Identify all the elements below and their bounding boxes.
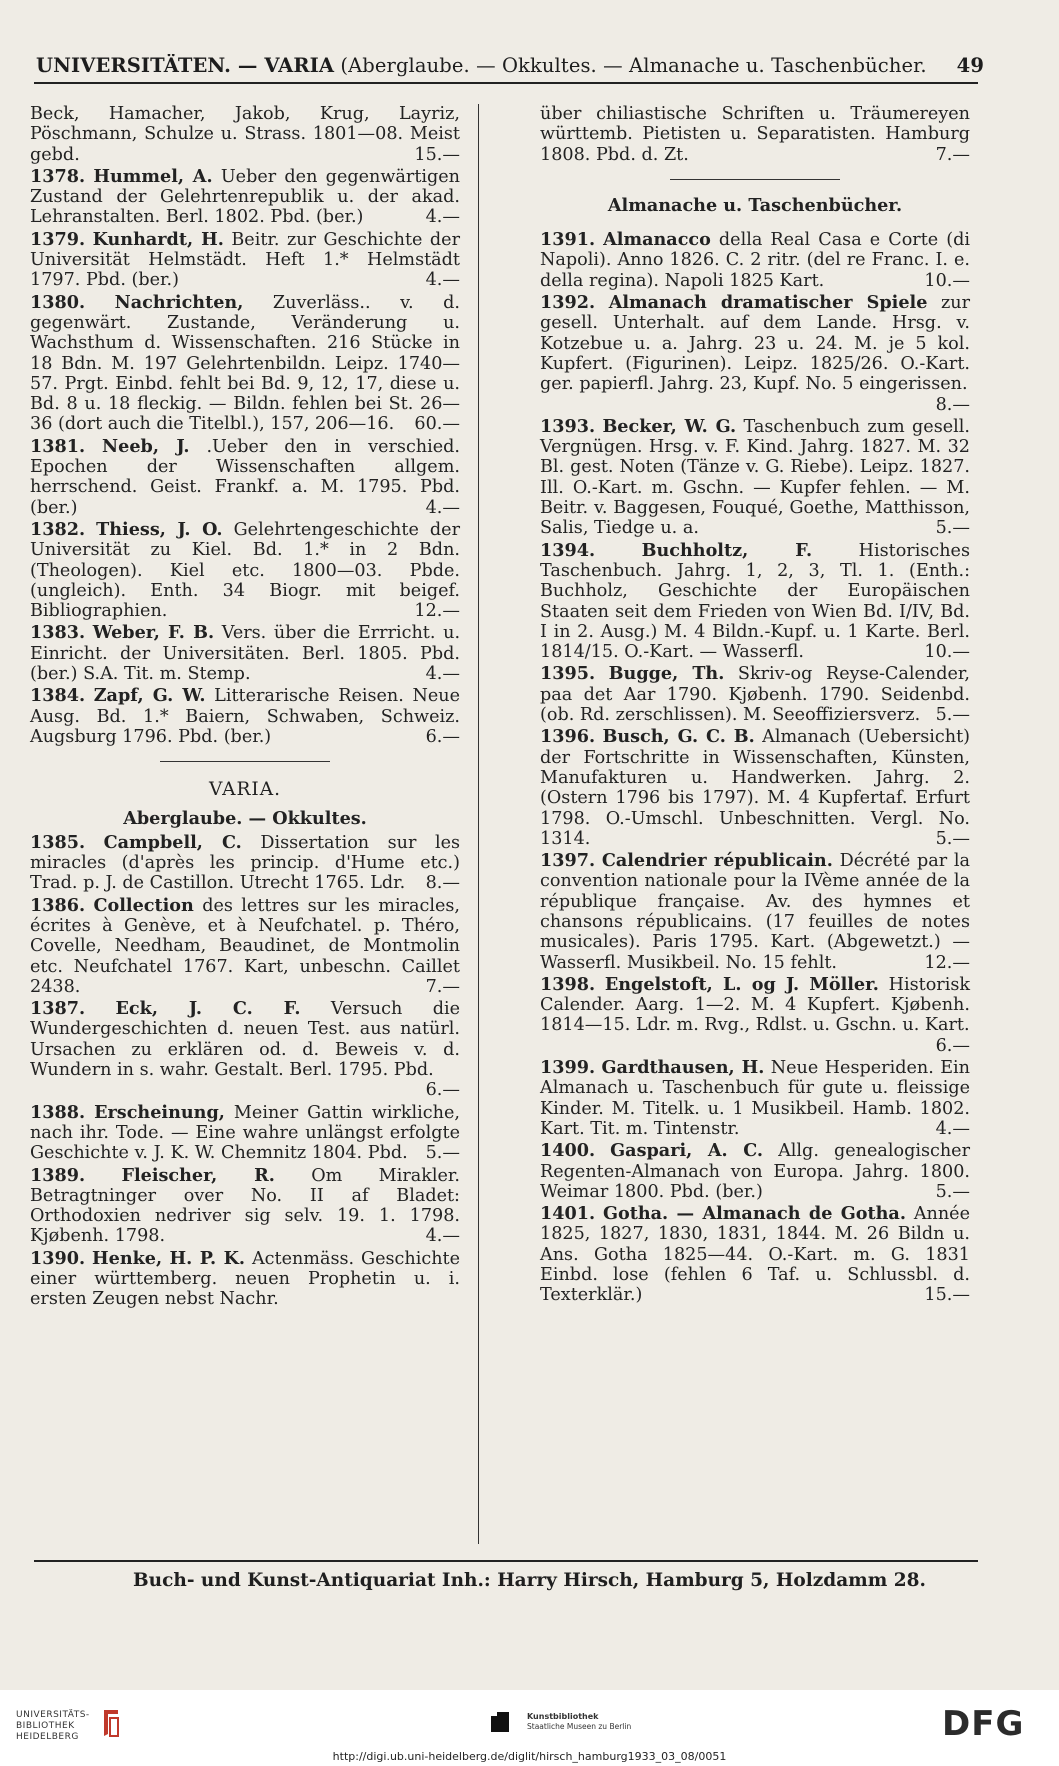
- entry-text: .Ueber den in verschied. Epochen der Wissenschaften allgem. herrschend. Geist. Frankf. a. M. 1795. Pbd. (ber.): [30, 436, 461, 518]
- entry-author: Eck, J. C. F.: [115, 998, 301, 1020]
- catalog-entry: [30, 833, 460, 894]
- section-rule: [160, 761, 330, 762]
- entry-price: 4.—: [425, 270, 460, 291]
- entry-author: Buchholtz, F.: [641, 539, 813, 561]
- entry-list-almanache: [540, 230, 970, 1305]
- catalog-entry: [540, 417, 970, 539]
- entry-number: 1391.: [540, 229, 596, 251]
- entry-author: Becker, W. G.: [602, 415, 737, 437]
- entry-text: Meiner Gattin wirkliche, nach ihr. Tode. — Eine wahre unlängst erfolgte Geschichte v. J. K. W. Chemnitz 1804. Pbd.: [30, 1102, 460, 1164]
- entry-text: Almanach (Uebersicht) der Fortschritte in Wissenschaften, Künsten, Manufakturen u. Handwerken. Jahrg. 2. (Ostern 1796 bis 1797). M. 4 Kupfertaf. Erfurt 1798. O.-Umschl. Unbeschnitten. Vergl. No. 1314.: [540, 727, 971, 849]
- entry-price: 8.—: [425, 873, 460, 894]
- entry-author: Busch, G. C. B.: [602, 726, 755, 748]
- section-title-varia: VARIA.: [209, 779, 281, 801]
- entry-text: Vers. über die Errricht. u. Einricht. der Universitäten. Berl. 1805. Pbd. (ber.) S.A. Tit. m. Stemp.: [30, 623, 461, 685]
- entry-price: 60.—: [414, 414, 460, 435]
- entry-price: 4.—: [425, 497, 460, 518]
- entry-text: Dissertation sur les miracles (d'après les princip. d'Hume etc.) Trad. p. J. de Castillon. Utrecht 1765. Ldr.: [30, 832, 461, 894]
- entry-number: 1384.: [30, 685, 86, 707]
- entry-number: 1383.: [30, 622, 86, 644]
- entry-price: 12.—: [924, 952, 970, 973]
- entry-text: Allg. genealogischer Regenten-Almanach von Europa. Jahrg. 1800. Weimar 1800. Pbd. (ber.): [540, 1141, 971, 1202]
- catalog-entry: [540, 975, 970, 1056]
- entry-number: 1389.: [30, 1164, 86, 1186]
- entry-price: 5.—: [935, 1181, 970, 1202]
- catalog-entry: [540, 727, 970, 849]
- catalog-entry: [30, 437, 460, 518]
- catalog-entry: [30, 999, 460, 1100]
- entry-price: 15.—: [924, 1285, 970, 1306]
- entry-author: Neeb, J.: [102, 435, 190, 457]
- entry-price: 6.—: [425, 1080, 460, 1101]
- catalog-entry: [30, 1249, 460, 1310]
- catalog-entry: [30, 167, 460, 228]
- header-section: UNIVERSITÄTEN. — VARIA: [36, 54, 335, 77]
- catalog-entry: [30, 623, 460, 684]
- entry-number: 1379.: [30, 228, 86, 250]
- entry-text: Gelehrtengeschichte der Universität zu Kiel. Bd. 1.* in 2 Bdn. (Theologen). Kiel etc. 1800—03. Pbde. (ungleich). Enth. 34 Biogr. mit beigef. Bibliographien.: [30, 519, 460, 622]
- entry-author: Hummel, A.: [93, 165, 213, 187]
- ub-heidelberg-logo: [16, 1710, 90, 1743]
- kb-title: Kunstbibliothek: [527, 1712, 599, 1721]
- entry-text: Litterarische Reisen. Neue Ausg. Bd. 1.* Baiern, Schwaben, Schweiz. Augsburg 1796. Pbd. (ber.): [30, 686, 461, 747]
- entry-text: Beitr. zur Geschichte der Universität Helmstädt. Heft 1.* Helmstädt 1797. Pbd. (ber.): [30, 229, 461, 291]
- catalog-entry: [30, 896, 460, 997]
- entry-author: Calendrier républicain.: [601, 850, 833, 872]
- entry-author: Engelstoft, L. og J. Möller.: [604, 973, 879, 995]
- entry-author: Kunhardt, H.: [92, 228, 224, 250]
- entry-list-aberglaube: [30, 833, 460, 1310]
- entry-price: 6.—: [935, 1035, 970, 1056]
- entry-author: Almanacco: [603, 229, 711, 251]
- entry-author: Bugge, Th.: [608, 663, 725, 685]
- entry-author: Thiess, J. O.: [96, 518, 223, 540]
- entry-price: 5.—: [425, 1143, 460, 1164]
- column-separator: [478, 104, 479, 1544]
- entry-price: 6.—: [425, 726, 460, 747]
- entry-number: 1399.: [540, 1057, 596, 1079]
- entry-text: des lettres sur les miracles, écrites à Genève, et à Neufchatel. p. Théro, Covelle, Needham, Beaudinet, de Montmolin etc. Neufchatel 1767. Kart, unbeschn. Caillet 2438.: [30, 895, 460, 997]
- entry-author: Gardthausen, H.: [601, 1057, 765, 1079]
- catalog-entry: [540, 293, 970, 415]
- catalog-entry: [30, 520, 460, 621]
- entry-price: 4.—: [935, 1118, 970, 1139]
- entry-price: 4.—: [425, 664, 460, 685]
- entry-author: Collection: [93, 894, 194, 916]
- entry-number: 1380.: [30, 291, 86, 313]
- entry-price: 4.—: [425, 1226, 460, 1247]
- catalog-entry: [540, 230, 970, 291]
- catalog-entry: [30, 1103, 460, 1164]
- subsection-title-aberglaube: Aberglaube. — Okkultes.: [123, 807, 367, 829]
- entry-text: Neue Hesperiden. Ein Almanach u. Taschenbuch für gute u. fleissige Kinder. M. Titelk. u. 1 Musikbeil. Hamb. 1802. Kart. Tit. m. Tintenstr.: [540, 1058, 971, 1139]
- entry-text: Taschenbuch zum gesell. Vergnügen. Hrsg. v. F. Kind. Jahrg. 1827. M. 32 Bl. gest. Noten (Tänze v. G. Riebe). Leipz. 1827. Ill. O.-Kart. m. Gschn. — Kupfer fehlen. — M. Beitr. v. Baggesen, Fouqué, Goethe, Matthisson, Salis, Tiedge u. a.: [540, 416, 970, 539]
- publisher-footer: Buch- und Kunst-Antiquariat Inh.: Harry Hirsch, Hamburg 5, Holzdamm 28.: [133, 1570, 926, 1591]
- entry-number: 1401.: [540, 1203, 596, 1225]
- entry-text: Décrété par la convention nationale pour la IVème année de la république française. Av. des hymnes et chansons républicains. (17 feuilles de notes musicales). Paris 1795. Kart. (Abgewetzt.) — Wasserfl. Musikbeil. No. 15 fehlt.: [540, 851, 971, 973]
- catalog-entry: [540, 664, 970, 725]
- entry-number: 1390.: [30, 1247, 86, 1269]
- entry-text: Skriv-og Reyse-Calender, paa det Aar 1790. Kjøbenh. 1790. Seidenbd. (ob. Rd. zerschlissen). M. Seeoffiziersverz.: [540, 664, 970, 726]
- entry-number: 1378.: [30, 165, 86, 187]
- ub-mark-icon: [100, 1706, 122, 1740]
- catalog-entry: [540, 1141, 970, 1202]
- entry-number: 1388.: [30, 1101, 86, 1123]
- left-column: [30, 104, 460, 1312]
- entry-author: Zapf, G. W.: [93, 685, 206, 707]
- entry-number: 1394.: [540, 539, 596, 561]
- entry-text: Historisches Taschenbuch. Jahrg. 1, 2, 3, Tl. 1. (Enth.: Buchholz, Geschichte der Europäischen Staaten seit dem Frieden von Wien Bd. I/IV, Bd. I in 2. Ausg.) M. 4 Bildn.-Kupf. u. 1 Karte. Berl. 1814/15. O.-Kart. — Wasserfl.: [540, 540, 970, 663]
- entry-list-universities: [30, 167, 460, 747]
- continuation-entry: [30, 104, 460, 165]
- page-header: [36, 54, 986, 80]
- entry-author: Erscheinung,: [94, 1101, 225, 1123]
- entry-number: 1400.: [540, 1140, 596, 1162]
- right-column: [540, 104, 970, 1308]
- header-subsections: (Aberglaube. — Okkultes. — Almanache u. Taschenbücher.: [340, 54, 927, 77]
- section-title-almanache: Almanache u. Taschenbücher.: [607, 194, 903, 216]
- entry-number: 1397.: [540, 850, 596, 872]
- entry-text: Année 1825, 1827, 1830, 1831, 1844. M. 26 Bildn u. Ans. Gotha 1825—44. O.-Kart. m. G. 1831 Einbd. lose (fehlen 6 Taf. u. Schlussbl. d. Texterklär.): [540, 1204, 971, 1306]
- entry-author: Almanach dramatischer Spiele: [608, 292, 928, 314]
- entry-number: 1398.: [540, 973, 596, 995]
- catalog-entry: [30, 230, 460, 291]
- dfg-logo: DFG: [942, 1704, 1025, 1744]
- entry-price: 7.—: [425, 976, 460, 997]
- entry-text: Beck, Hamacher, Jakob, Krug, Layriz, Pöschmann, Schulze u. Strass. 1801—08. Meist gebd.: [30, 104, 460, 165]
- entry-text: Actenmäss. Geschichte einer württemberg. neuen Prophetin u. i. ersten Zeugen nebst Nachr.: [30, 1248, 461, 1310]
- entry-number: 1381.: [30, 435, 86, 457]
- entry-number: 1392.: [540, 292, 596, 314]
- entry-price: 5.—: [935, 518, 970, 539]
- kunstbibliothek-icon: [487, 1710, 515, 1738]
- footer-rule: [34, 1560, 978, 1562]
- section-rule: [670, 179, 840, 180]
- entry-author: Campbell, C.: [103, 831, 242, 853]
- entry-price: 5.—: [935, 828, 970, 849]
- entry-number: 1396.: [540, 726, 596, 748]
- continuation-entry: [540, 104, 970, 165]
- entry-number: 1385.: [30, 831, 86, 853]
- entry-text: Historisk Calender. Aarg. 1—2. M. 4 Kupfert. Kjøbenh. 1814—15. Ldr. m. Rvg., Rdlst. u. Gschn. u. Kart.: [540, 974, 971, 1036]
- catalog-entry: [540, 1204, 970, 1305]
- catalog-entry: [540, 541, 970, 663]
- entry-author: Fleischer, R.: [121, 1164, 275, 1186]
- entry-number: 1395.: [540, 663, 596, 685]
- entry-text: Ueber den gegenwärtigen Zustand der Gelehrtenrepublik u. der akad. Lehranstalten. Berl. 1802. Pbd. (ber.): [30, 166, 461, 228]
- entry-number: 1393.: [540, 415, 596, 437]
- kunstbibliothek-logo: [527, 1712, 631, 1732]
- entry-author: Henke, H. P. K.: [92, 1247, 246, 1269]
- entry-price: 10.—: [924, 642, 970, 663]
- ub-line: BIBLIOTHEK: [16, 1721, 75, 1731]
- entry-number: 1387.: [30, 998, 86, 1020]
- entry-price: 8.—: [935, 394, 970, 415]
- catalog-entry: [30, 686, 460, 747]
- entry-author: Weber, F. B.: [92, 622, 215, 644]
- catalog-entry: [540, 851, 970, 973]
- kb-subtitle: Staatliche Museen zu Berlin: [527, 1722, 632, 1731]
- catalog-entry: [30, 293, 460, 435]
- entry-price: 15.—: [414, 144, 460, 165]
- entry-price: 5.—: [935, 705, 970, 726]
- entry-text: Zuverläss.. v. d. gegenwärt. Zustande, Veränderung u. Wachsthum d. Wissenschaften. 216 Stücke in 18 Bdn. M. 197 Gelehrtenbildn. Leipz. 1740—57. Prgt. Einbd. fehlt bei Bd. 9, 12, 17, diese u. Bd. 8 u. 18 fleckig. — Bildn. fehlen bei St. 26—36 (dort auch die Titelbl.), 157, 206—16.: [30, 292, 460, 435]
- ub-line: HEIDELBERG: [16, 1732, 79, 1742]
- catalog-entry: [30, 1166, 460, 1247]
- entry-text: della Real Casa e Corte (di Napoli). Anno 1826. C. 2 ritr. (del re Franc. I. e. della regina). Napoli 1825 Kart.: [540, 230, 970, 291]
- page-number: 49: [956, 54, 984, 77]
- entry-text: Versuch die Wundergeschichten d. neuen Test. aus natürl. Ursachen zu erklären od. d. Beweis v. d. Wundern in s. wahr. Gestalt. Berl. 1795. Pbd.: [30, 999, 461, 1081]
- catalog-entry: [540, 1058, 970, 1139]
- entry-number: 1382.: [30, 518, 86, 540]
- entry-text: über chiliastische Schriften u. Träumereyen württemb. Pietisten u. Separatisten. Hamburg 1808. Pbd. d. Zt.: [540, 104, 970, 165]
- entry-author: Gaspari, A. C.: [610, 1140, 764, 1162]
- source-url-link[interactable]: http://digi.ub.uni-heidelberg.de/diglit/hirsch_hamburg1933_03_08/0051: [332, 1750, 727, 1763]
- entry-price: 7.—: [935, 144, 970, 165]
- header-rule: [34, 82, 978, 84]
- entry-price: 4.—: [425, 207, 460, 228]
- entry-author: Gotha. — Almanach de Gotha.: [602, 1203, 906, 1225]
- entry-text: Om Mirakler. Betragtninger over No. II af Bladet: Orthodoxien nedriver sig selv. 19. 1. 1798. Kjøbenh. 1798.: [30, 1165, 460, 1247]
- entry-author: Nachrichten,: [114, 291, 244, 313]
- entry-price: 12.—: [414, 601, 460, 622]
- entry-number: 1386.: [30, 894, 86, 916]
- entry-text: zur gesell. Unterhalt. auf dem Lande. Hrsg. v. Kotzebue u. a. Jahrg. 23 u. 24. M. je 5 kol. Kupfert. (Figurinen). Leipz. 1825/26. O.-Kart. ger. papierfl. Jahrg. 23, Kupf. No. 5 eingerissen.: [540, 293, 971, 395]
- ub-line: UNIVERSITÄTS-: [16, 1710, 90, 1720]
- entry-price: 10.—: [924, 270, 970, 291]
